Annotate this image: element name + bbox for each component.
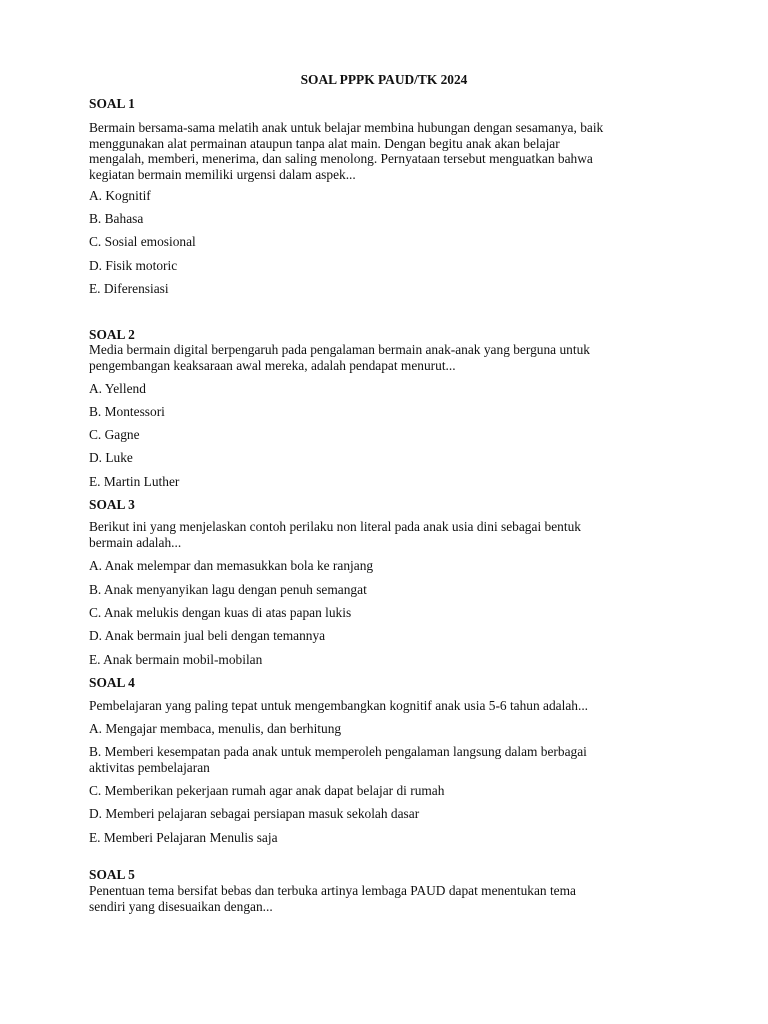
question-2-text-line-2: pengembangan keaksaraan awal mereka, adalah pendapat menurut... bbox=[89, 358, 456, 373]
question-2-option-d: D. Luke bbox=[89, 450, 133, 465]
question-2-option-a: A. Yellend bbox=[89, 381, 146, 396]
question-4-option-b: B. Memberi kesempatan pada anak untuk memperoleh pengalaman langsung dalam berbagai bbox=[89, 744, 587, 759]
question-3-option-b: B. Anak menyanyikan lagu dengan penuh semangat bbox=[89, 582, 367, 597]
question-1-option-d: D. Fisik motoric bbox=[89, 258, 178, 273]
question-5-heading: SOAL 5 bbox=[89, 867, 135, 882]
question-1-heading: SOAL 1 bbox=[89, 96, 135, 111]
question-3-option-e: E. Anak bermain mobil-mobilan bbox=[89, 652, 263, 667]
question-3-text-line-2: bermain adalah... bbox=[89, 535, 182, 550]
question-4-option-a: A. Mengajar membaca, menulis, dan berhitung bbox=[89, 721, 342, 736]
question-4-option-d: D. Memberi pelajaran sebagai persiapan masuk sekolah dasar bbox=[89, 806, 420, 821]
question-3-heading: SOAL 3 bbox=[89, 497, 135, 512]
question-2-text-line-1: Media bermain digital berpengaruh pada pengalaman bermain anak-anak yang berguna untuk bbox=[89, 342, 590, 357]
question-3-option-d: D. Anak bermain jual beli dengan temannya bbox=[89, 628, 326, 643]
question-2-option-e: E. Martin Luther bbox=[89, 474, 180, 489]
question-1-text-line-1: Bermain bersama-sama melatih anak untuk belajar membina hubungan dengan sesamanya, baik bbox=[89, 120, 604, 135]
question-1-option-e: E. Diferensiasi bbox=[89, 281, 169, 296]
question-3-option-a: A. Anak melempar dan memasukkan bola ke ranjang bbox=[89, 558, 374, 573]
question-4-option-b-continued: aktivitas pembelajaran bbox=[89, 760, 210, 775]
question-2-option-b: B. Montessori bbox=[89, 404, 165, 419]
question-3-option-c: C. Anak melukis dengan kuas di atas papan lukis bbox=[89, 605, 352, 620]
question-1-option-a: A. Kognitif bbox=[89, 188, 151, 203]
question-4-option-e: E. Memberi Pelajaran Menulis saja bbox=[89, 830, 278, 845]
question-5-text-line-2: sendiri yang disesuaikan dengan... bbox=[89, 899, 273, 914]
question-2-option-c: C. Gagne bbox=[89, 427, 140, 442]
question-4-heading: SOAL 4 bbox=[89, 675, 135, 690]
question-5-text-line-1: Penentuan tema bersifat bebas dan terbuka artinya lembaga PAUD dapat menentukan tema bbox=[89, 883, 576, 898]
question-4-option-c: C. Memberikan pekerjaan rumah agar anak dapat belajar di rumah bbox=[89, 783, 445, 798]
question-2-heading: SOAL 2 bbox=[89, 327, 135, 342]
question-1-option-c: C. Sosial emosional bbox=[89, 234, 196, 249]
question-4-text-line-1: Pembelajaran yang paling tepat untuk mengembangkan kognitif anak usia 5-6 tahun adalah... bbox=[89, 698, 589, 713]
document-title: SOAL PPPK PAUD/TK 2024 bbox=[300, 72, 468, 87]
question-1-text-line-2: menggunakan alat permainan ataupun tanpa alat main. Dengan begitu anak akan belajar bbox=[89, 136, 560, 151]
question-1-option-b: B. Bahasa bbox=[89, 211, 144, 226]
question-3-text-line-1: Berikut ini yang menjelaskan contoh perilaku non literal pada anak usia dini sebagai bentuk bbox=[89, 519, 581, 534]
question-1-text-line-3: mengalah, memberi, menerima, dan saling menolong. Pernyataan tersebut menguatkan bahwa bbox=[89, 151, 593, 166]
question-1-text-line-4: kegiatan bermain memiliki urgensi dalam aspek... bbox=[89, 167, 356, 182]
